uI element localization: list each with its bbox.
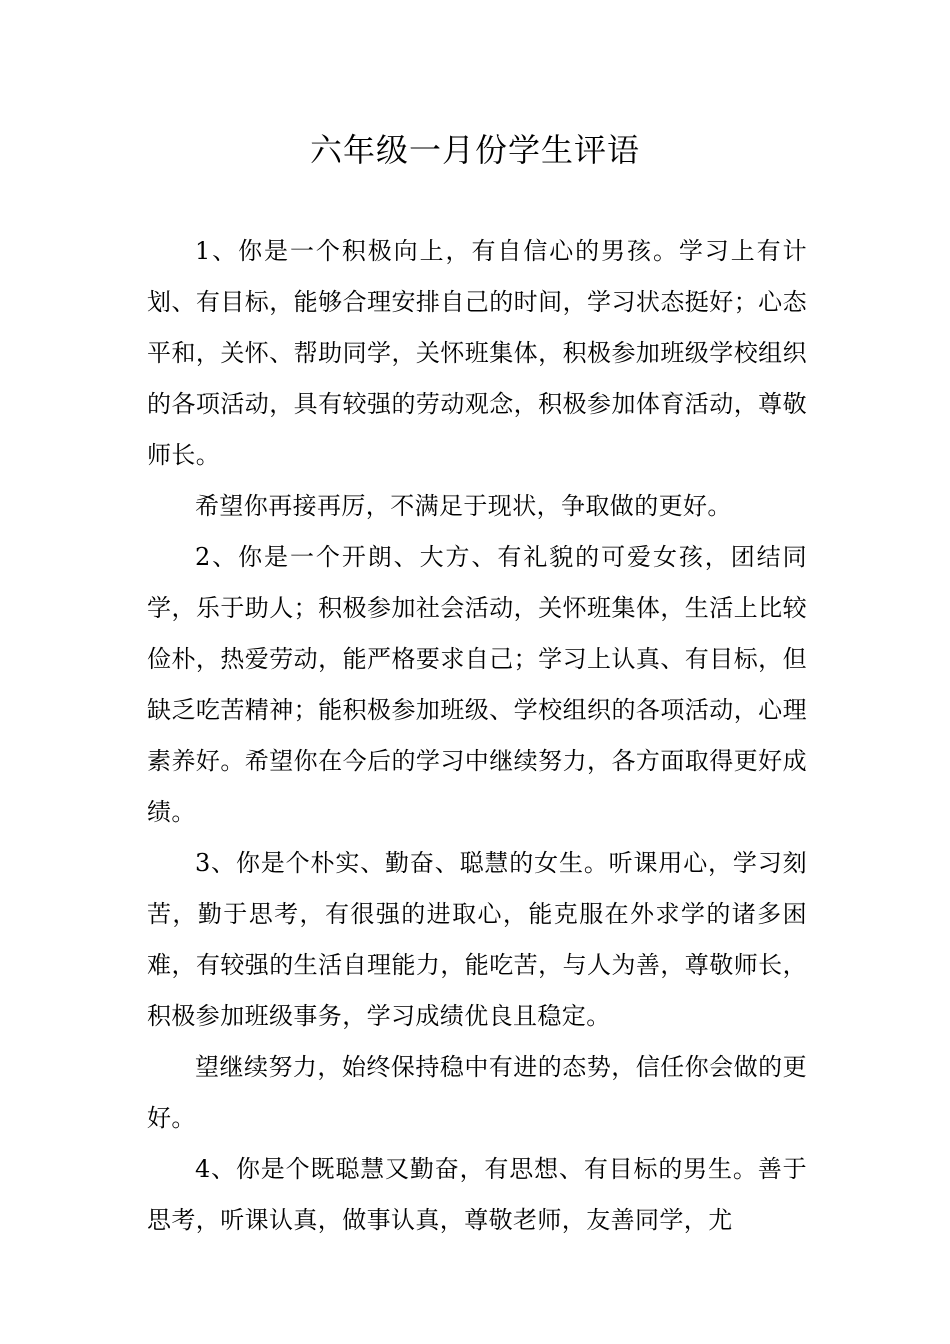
paragraph-comment-3: 3、你是个朴实、勤奋、聪慧的女生。听课用心，学习刻苦，勤于思考，有很强的进取心，能克服在外求学的诸多困难，有较强的生活自理能力，能吃苦，与人为善，尊敬师长，积极参加班级事务，学习成绩优良且稳定。 [147,849,807,1030]
paragraph-comment-2: 2、你是一个开朗、大方、有礼貌的可爱女孩，团结同学，乐于助人；积极参加社会活动，关怀班集体，生活上比较俭朴，热爱劳动，能严格要求自己；学习上认真、有目标，但缺乏吃苦精神；能积极参加班级、学校组织的各项活动，心理素养好。希望你在今后的学习中继续努力，各方面取得更好成绩。 [147,543,807,826]
paragraph-comment-1: 1、你是一个积极向上，有自信心的男孩。学习上有计划、有目标，能够合理安排自己的时间，学习状态挺好；心态平和，关怀、帮助同学，关怀班集体，积极参加班级学校组织的各项活动，具有较强的劳动观念，积极参加体育活动，尊敬师长。 [147,237,807,469]
document-body [147,226,807,1246]
page-title: 六年级一月份学生评语 [309,131,640,169]
paragraph-comment-4: 4、你是个既聪慧又勤奋，有思想、有目标的男生。善于思考，听课认真，做事认真，尊敬老师，友善同学，尤 [147,1155,807,1234]
paragraph-comment-3-wish: 望继续努力，始终保持稳中有进的态势，信任你会做的更好。 [147,1053,807,1132]
paragraph-comment-1-wish: 希望你再接再厉，不满足于现状，争取做的更好。 [195,492,732,520]
